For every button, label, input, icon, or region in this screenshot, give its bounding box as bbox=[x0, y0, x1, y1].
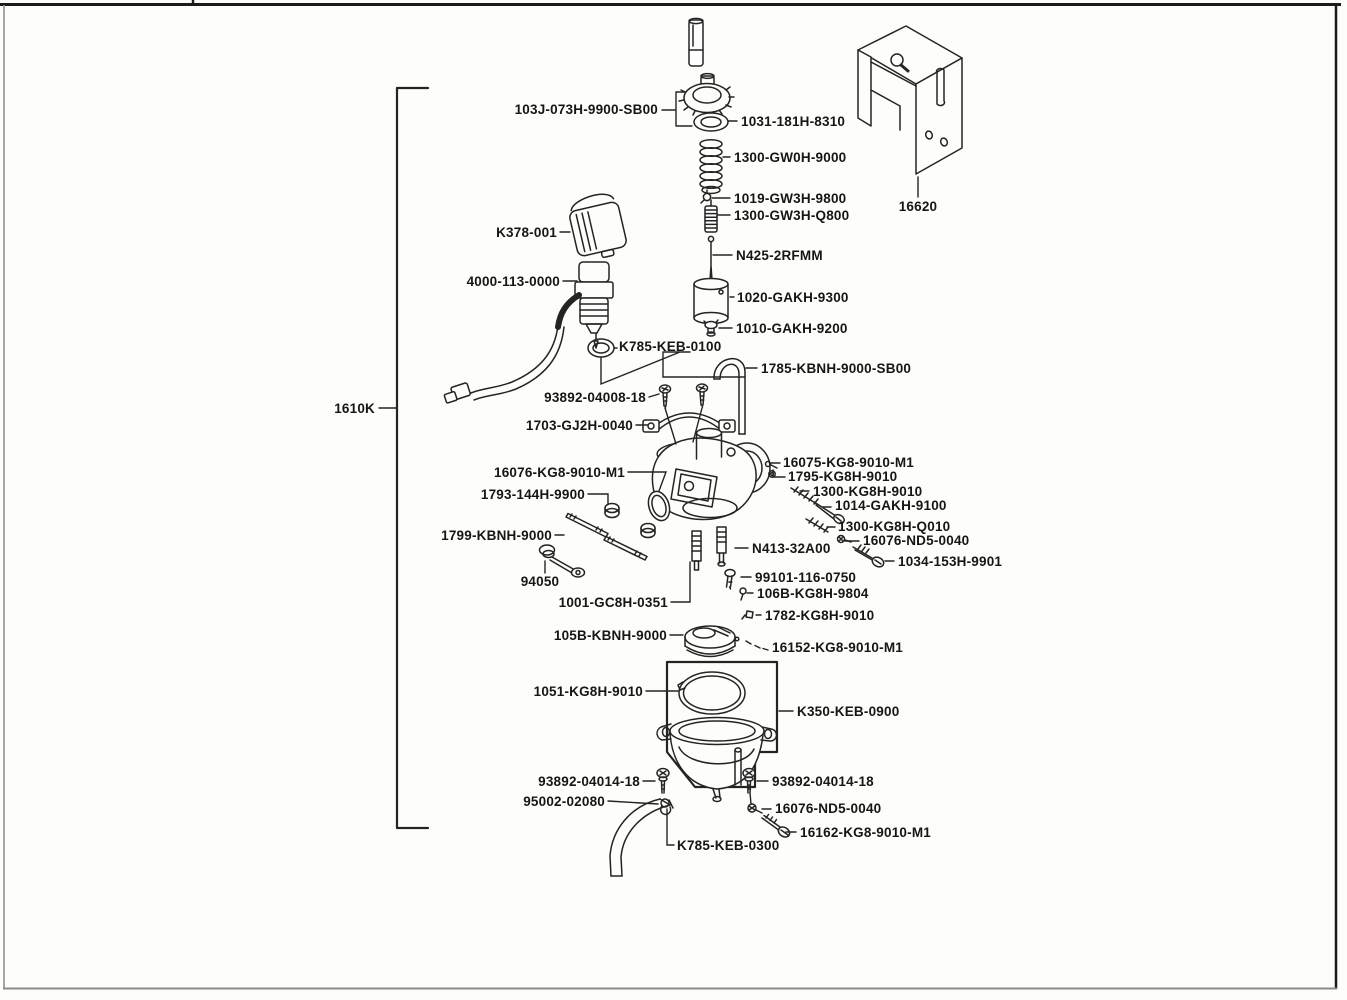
needle-spring-q800 bbox=[705, 200, 717, 232]
part-label: 1300-GW3H-Q800 bbox=[734, 208, 850, 223]
part-label: 4000-113-0000 bbox=[466, 274, 560, 289]
part-label: 1703-GJ2H-0040 bbox=[525, 418, 633, 433]
part-label: 1793-144H-9900 bbox=[480, 487, 585, 502]
bolt-99101 bbox=[725, 570, 735, 590]
group-label-1610k: 1610K bbox=[334, 401, 375, 416]
jet-needle-n425 bbox=[708, 236, 713, 284]
bowl-gasket-1051 bbox=[678, 672, 745, 714]
part-label: 1300-KG8H-9010 bbox=[813, 484, 923, 499]
needle-jet-holder-1010 bbox=[705, 322, 717, 337]
throttle-cap bbox=[679, 74, 734, 115]
part-label: 1795-KG8H-9010 bbox=[788, 469, 898, 484]
part-label: 16076-KG8-9010-M1 bbox=[494, 465, 625, 480]
float-bowl-k350 bbox=[657, 718, 776, 802]
part-label: 16620 bbox=[898, 199, 938, 214]
slow-jet-1001 bbox=[692, 531, 701, 570]
part-label: 93892-04014-18 bbox=[772, 774, 874, 789]
part-label: 103J-073H-9900-SB00 bbox=[514, 102, 658, 117]
part-label: 105B-KBNH-9000 bbox=[553, 628, 667, 643]
cdi-unit-k378 bbox=[566, 191, 629, 263]
part-label: 16152-KG8-9010-M1 bbox=[772, 640, 903, 655]
part-label: 1019-GW3H-9800 bbox=[734, 191, 847, 206]
part-label: 1785-KBNH-9000-SB00 bbox=[761, 361, 912, 376]
part-drawings bbox=[397, 18, 962, 876]
drain-screw-16076-bottom bbox=[748, 804, 762, 813]
studs-1799 bbox=[566, 514, 647, 561]
part-label: 1051-KG8H-9010 bbox=[533, 684, 643, 699]
main-jet-n413 bbox=[717, 527, 726, 566]
part-label: 1782-KG8H-9010 bbox=[765, 608, 875, 623]
drain-screw-16162 bbox=[762, 815, 791, 839]
float-105b bbox=[685, 626, 739, 657]
part-label: 94050 bbox=[520, 574, 560, 589]
washer-106b bbox=[740, 588, 746, 600]
part-label: 1014-GAKH-9100 bbox=[835, 498, 947, 513]
part-label: 1031-181H-8310 bbox=[741, 114, 846, 129]
part-label: 1300-GW0H-9000 bbox=[734, 150, 847, 165]
part-label: 16076-ND5-0040 bbox=[863, 533, 970, 548]
part-label: K785-KEB-0100 bbox=[619, 339, 722, 354]
part-label: K378-001 bbox=[496, 225, 557, 240]
part-label: 1020-GAKH-9300 bbox=[737, 290, 849, 305]
bolt-94050 bbox=[540, 545, 585, 577]
part-label: 106B-KG8H-9804 bbox=[757, 586, 869, 601]
part-label: K350-KEB-0900 bbox=[797, 704, 900, 719]
cap-seal-1031 bbox=[694, 113, 728, 131]
part-label: 1799-KBNH-9000 bbox=[441, 528, 552, 543]
part-label: K785-KEB-0300 bbox=[677, 838, 780, 853]
part-label: 1001-GC8H-0351 bbox=[558, 595, 668, 610]
part-label: N413-32A00 bbox=[752, 541, 831, 556]
flange-nuts-1793 bbox=[605, 504, 655, 538]
oring-k785-0100 bbox=[588, 339, 614, 357]
screws-93892-04008 bbox=[660, 384, 708, 408]
carburetor-body bbox=[652, 429, 770, 520]
auto-choke-4000 bbox=[575, 262, 613, 348]
group-bracket-1610k bbox=[397, 88, 428, 828]
throttle-spring bbox=[700, 140, 722, 194]
throttle-slide-1020 bbox=[694, 279, 728, 324]
part-label: 1034-153H-9901 bbox=[898, 554, 1003, 569]
part-label: N425-2RFMM bbox=[736, 248, 823, 263]
throttle-cable-tube bbox=[689, 18, 703, 66]
part-label: 95002-02080 bbox=[523, 794, 605, 809]
choke-wire bbox=[444, 295, 579, 403]
part-label: 1010-GAKH-9200 bbox=[736, 321, 848, 336]
part-label: 16162-KG8-9010-M1 bbox=[800, 825, 931, 840]
part-label: 93892-04014-18 bbox=[538, 774, 640, 789]
mount-bracket-16620 bbox=[858, 26, 962, 174]
part-label: 1300-KG8H-Q010 bbox=[838, 519, 951, 534]
clip-1782 bbox=[742, 611, 753, 619]
part-label: 16076-ND5-0040 bbox=[775, 801, 882, 816]
part-label: 16075-KG8-9010-M1 bbox=[783, 455, 914, 470]
cable-guide-1703 bbox=[643, 413, 735, 432]
part-label: 99101-116-0750 bbox=[755, 570, 857, 585]
part-label: 93892-04008-18 bbox=[544, 390, 646, 405]
